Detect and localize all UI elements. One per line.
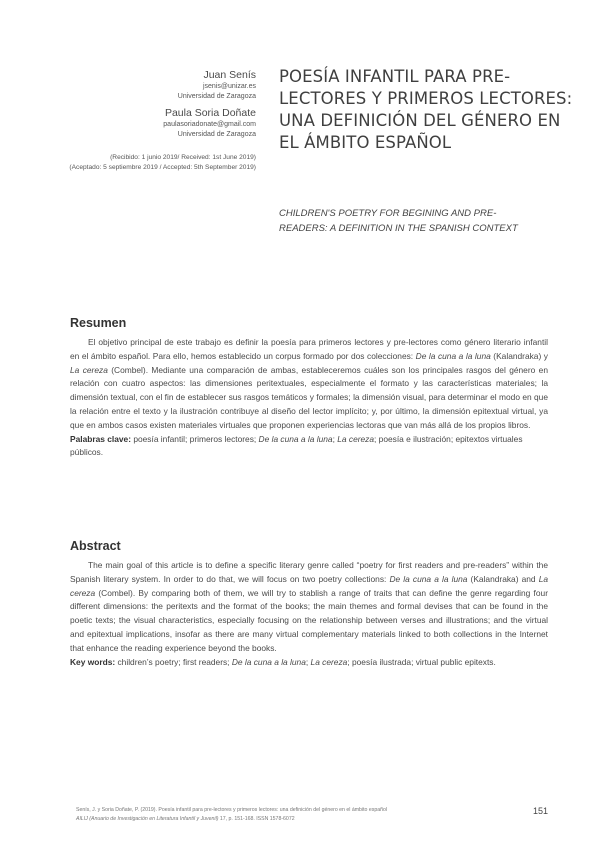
- text-run: ;: [305, 656, 311, 667]
- book-title: De la cuna a la luna: [389, 573, 468, 584]
- citation-footer: [76, 806, 536, 824]
- submission-dates: [20, 153, 256, 173]
- resumen-keywords: [70, 433, 548, 461]
- article-title-spanish: POESÍA INFANTIL PARA PRE-LECTORES Y PRIMEROS LECTORES: UNA DEFINICIÓN DEL GÉNERO EN EL ÁMBITO ESPAÑOL: [279, 67, 573, 152]
- author-column: [20, 68, 256, 173]
- journal-details: 17, p. 151-168. ISSN 1578-6072: [218, 816, 295, 822]
- journal-name: AILIJ (Anuario de Investigación en Literatura Infantil y Juvenil): [76, 816, 219, 822]
- book-title: De la cuna a la luna: [415, 350, 491, 361]
- text-run: The main goal of this article is to define a specific literary genre called “poetry for first readers and pre-readers” within the Spanish literary system. In order to do that, we will focus on two poetry collections:: [70, 560, 548, 584]
- keywords-label: Key words:: [70, 656, 116, 667]
- text-run: (Combel). Mediante una comparación de ambas, estableceremos cuáles son los principales rasgos del género en relación con cuatro aspectos: las dimensiones peritextuales, especialmente el formato y las características materiales; la dimensión textual, con el fin de establecer sus rasgos temáticos y formales; la dimensión visual, para determinar el modo en que la relación entre el texto y la ilustración contribuye al diseño del lector implícito; y, por último, la dimensión epitextual virtual, ya que en ambos casos existen materiales virtuales que proponen experiencias lectoras que van más allá de los propios libros.: [70, 364, 548, 430]
- author-email[interactable]: jsenis@unizar.es: [202, 83, 256, 90]
- journal-line: [76, 815, 536, 824]
- resumen-heading: Resumen: [70, 316, 127, 330]
- author-block: [20, 106, 256, 140]
- author-name: Paula Soria Doñate: [164, 107, 256, 119]
- book-title: La cereza: [337, 433, 375, 444]
- accepted-date: (Aceptado: 5 septiembre 2019 / Accepted: 5th September 2019): [69, 164, 256, 171]
- abstract-section: [70, 539, 548, 669]
- page-number: 151: [533, 806, 549, 816]
- author-email[interactable]: paulasoriadonate@gmail.com: [163, 121, 256, 128]
- abstract-heading: Abstract: [70, 539, 121, 553]
- received-date: (Recibido: 1 junio 2019/ Received: 1st June 2019): [110, 154, 256, 161]
- book-title: La cereza: [70, 364, 108, 375]
- text-run: El objetivo principal de este trabajo es definir la poesía para primeros lectores y pre-lectores como género literario infantil en el ámbito español. Para ello, hemos establecido un corpus formado por dos colecciones:: [70, 337, 548, 361]
- author-block: [20, 68, 256, 102]
- author-affiliation: Universidad de Zaragoza: [177, 93, 256, 100]
- author-affiliation: Universidad de Zaragoza: [177, 131, 256, 138]
- abstract-paragraph: [70, 559, 548, 656]
- text-run: (Kalandraka) y: [490, 350, 548, 361]
- citation-line: Senís, J. y Soria Doñate, P. (2019). Poesía infantil para pre-lectores y primeros lectores: una definición del género en el ámbito español: [76, 807, 388, 813]
- keywords-label: Palabras clave:: [70, 433, 131, 444]
- resumen-paragraph: [70, 336, 548, 433]
- text-run: ; poesía e ilustración; epitextos virtuales públicos.: [70, 433, 523, 458]
- text-run: poesía infantil; primeros lectores;: [131, 433, 259, 444]
- book-title: De la cuna a la luna: [231, 656, 306, 667]
- article-title-english: CHILDREN'S POETRY FOR BEGINING AND PRE-READERS: A DEFINITION IN THE SPANISH CONTEXT: [279, 208, 518, 234]
- text-run: (Combel). By comparing both of them, we will try to stablish a range of traits that can define the genre regarding four different dimensions: the peritexts and the format of the books; the main themes and formal devises that can be found in the poetic texts; the visual characteristics, especially focusing on the relationship between verses and illustrations; and the virtual and epitextual implications, insofar as there are many virtual complementary materials linked to both collections in the Internet that enhance the reading experience beyond the books.: [70, 587, 548, 653]
- book-title: La cereza: [70, 573, 549, 598]
- text-run: ; poesía ilustrada; virtual public epitexts.: [347, 656, 496, 667]
- abstract-keywords: [70, 656, 548, 670]
- text-run: children’s poetry; first readers;: [115, 656, 232, 667]
- book-title: La cereza: [310, 656, 348, 667]
- author-name: Juan Senís: [203, 69, 256, 81]
- book-title: De la cuna a la luna: [258, 433, 333, 444]
- text-run: (Kalandraka) and: [467, 573, 539, 584]
- resumen-section: [70, 316, 548, 460]
- text-run: ;: [332, 433, 338, 444]
